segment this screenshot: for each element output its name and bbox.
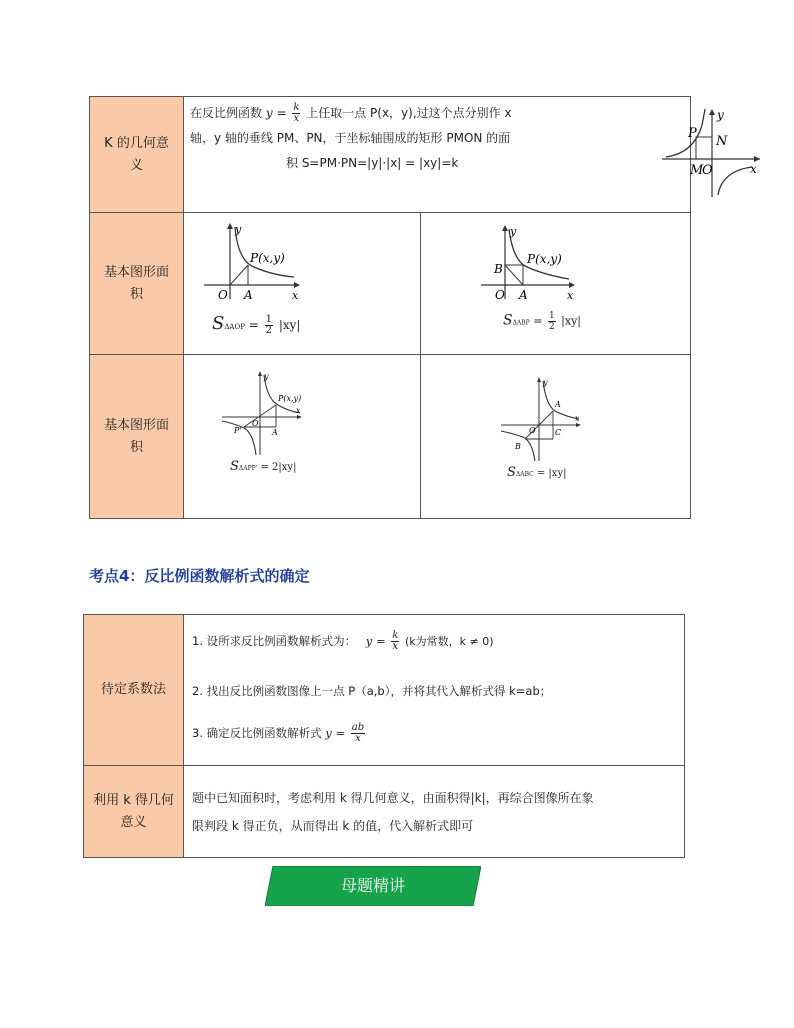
- method-step-1: 1. 设所求反比例函数解析式为： y = $\frac{k}{x}$ (k为常数，k ≠ 0): [192, 630, 494, 652]
- abc-label-c: C: [555, 428, 562, 437]
- abc-label-x: x: [575, 414, 580, 423]
- abp-label-y: y: [510, 225, 517, 238]
- aop-label-y: y: [235, 223, 242, 236]
- analytic-expression-table: [83, 614, 685, 858]
- method-step-3: 3. 确定反比例函数解析式 y = $\frac{ab}{x}$: [192, 722, 365, 744]
- section-heading: 考点4：反比例函数解析式的确定: [89, 567, 310, 585]
- abp-label-o: O: [495, 288, 505, 302]
- k-text-line3: 积 S=PM·PN=|y|·|x| = |xy|=k: [286, 156, 459, 170]
- pmon-label-n: N: [716, 134, 728, 149]
- row-label-basic-area-2: 基本图形面积: [90, 355, 184, 519]
- row-label-undetermined-coeff: 待定系数法: [84, 615, 184, 766]
- basic-area-right: [421, 213, 691, 355]
- pmon-label-x: x: [750, 162, 757, 176]
- abp-label-a: A: [519, 288, 528, 302]
- app-label-x: x: [296, 406, 301, 415]
- row-label-basic-area-1: 基本图形面积: [90, 213, 184, 355]
- abp-label-b: B: [494, 262, 503, 276]
- abc-graph: [499, 375, 583, 463]
- abc-label-a: A: [555, 400, 561, 409]
- k-fraction: $\frac{k}{x}$: [293, 102, 300, 124]
- k-meaning-content: [184, 97, 757, 213]
- banner-label: 母题精讲: [340, 876, 405, 895]
- row-label-k-meaning: K 的几何意义: [90, 97, 184, 213]
- aop-label-p: P(x,y): [250, 251, 285, 265]
- pmon-label-m: M: [690, 163, 704, 178]
- pmon-label-o: O: [702, 163, 713, 178]
- method-step-2: 2. 找出反比例函数图像上一点 P（a,b），并将其代入解析式得 k=ab；: [192, 684, 552, 698]
- aop-formula: SΔAOP = $\frac{1}{2}$ |xy|: [212, 313, 301, 336]
- pmon-graph: [654, 105, 764, 201]
- abc-formula: SΔABC = |xy|: [507, 465, 567, 480]
- aop-graph: [202, 219, 307, 305]
- k-geometry-content: [184, 766, 685, 858]
- k-geometry-table: [89, 96, 757, 519]
- app-label-o: O: [252, 419, 259, 428]
- app-label-y: y: [264, 372, 269, 381]
- app-label-a: A: [272, 428, 278, 437]
- undetermined-coeff-content: [184, 615, 685, 766]
- abc-label-b: B: [515, 442, 521, 451]
- basic-area-left: [184, 213, 421, 355]
- k-geometry-line2: 限判段 k 得正负，从而得出 k 的值，代入解析式即可: [192, 818, 474, 833]
- pmon-label-p: P: [688, 126, 697, 141]
- app-label-p: P(x,y): [278, 394, 302, 403]
- app-formula: SΔAPP' = 2|xy|: [230, 459, 297, 474]
- aop-label-o: O: [218, 288, 228, 302]
- k-eq-lhs: y =: [265, 106, 287, 120]
- basic-area-left-2: [184, 355, 421, 519]
- k-text-a: 在反比例函数: [190, 106, 263, 120]
- k-text-b: 上任取一点 P(x，y),过这个点分别作 x: [306, 106, 512, 120]
- app-graph: [220, 369, 304, 457]
- k-geometry-line1: 题中已知面积时，考虑利用 k 得几何意义，由面积得|k|，再综合图像所在象: [192, 790, 594, 805]
- abp-label-p: P(x,y): [527, 252, 562, 266]
- app-label-p2: P': [234, 426, 242, 435]
- abc-label-o: O: [529, 426, 536, 435]
- basic-area-right-2: [421, 355, 691, 519]
- k-text-line2: 轴，y 轴的垂线 PM、PN，于坐标轴围成的矩形 PMON 的面: [190, 131, 511, 145]
- aop-label-x: x: [292, 289, 299, 302]
- row-label-k-geometry: 利用 k 得几何意义: [84, 766, 184, 858]
- aop-label-a: A: [244, 288, 253, 302]
- pmon-label-y: y: [717, 108, 724, 122]
- abp-graph: [479, 223, 579, 303]
- abp-formula: SΔABP = $\frac{1}{2}$ |xy|: [503, 311, 582, 332]
- abp-label-x: x: [567, 289, 574, 302]
- abc-label-y: y: [543, 378, 548, 387]
